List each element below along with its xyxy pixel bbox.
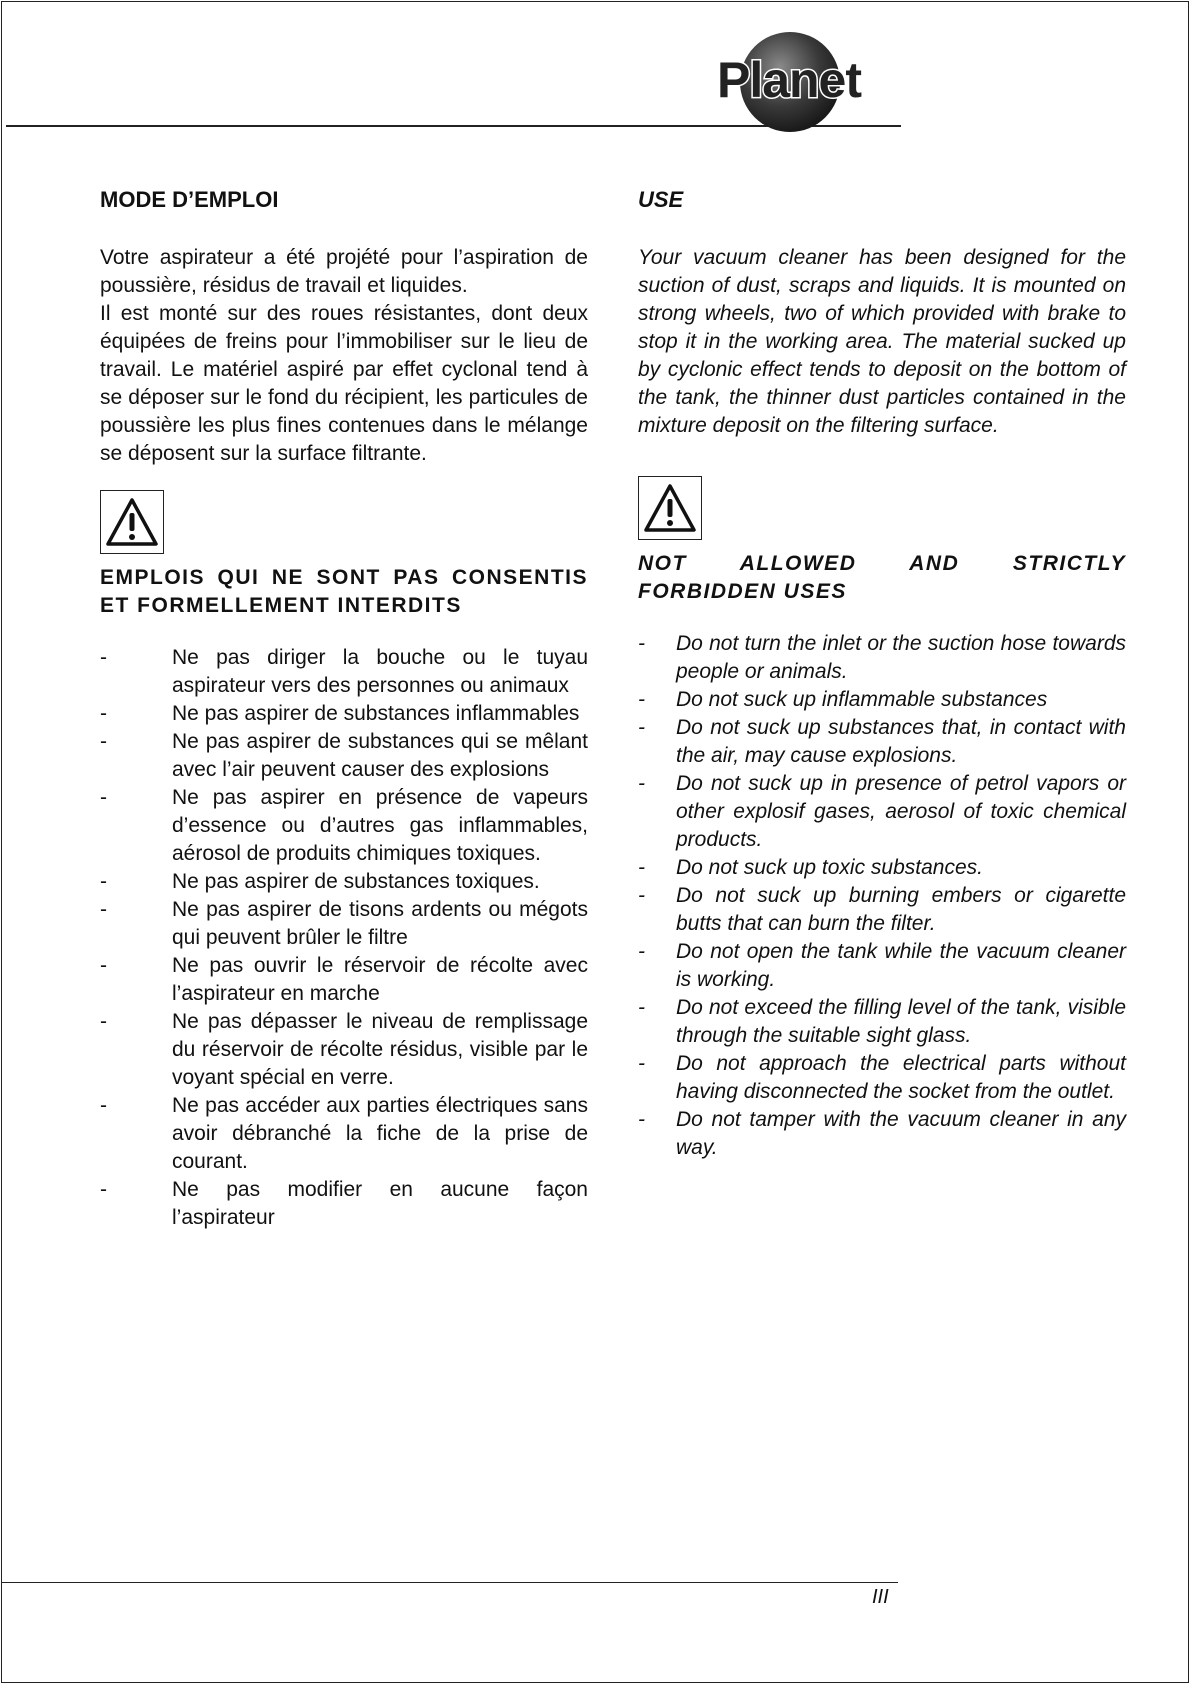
logo-text: Planet: [716, 52, 862, 108]
list-item: - Ne pas ouvrir le réservoir de récolte avec l’aspirateur en marche: [100, 954, 588, 1005]
english-intro: Your vacuum cleaner has been designed for the suction of dust, scraps and liquids. It is mounted on strong wheels, two of which provided with brake to stop it in the working area. The material sucked up by cyclonic effect tends to deposit on the bottom of the tank, the thinner dust particles contained in the mixture deposit on the filtering surface.: [638, 246, 1126, 437]
list-item: - Do not suck up substances that, in contact with the air, may cause explosions.: [638, 716, 1126, 767]
list-item: - Ne pas accéder aux parties électriques sans avoir débranché la fiche de la prise de courant.: [100, 1094, 588, 1173]
warning-box: [638, 476, 702, 540]
list-item: - Do not exceed the filling level of the tank, visible through the suitable sight glass.: [638, 996, 1126, 1047]
planet-logo: [678, 30, 900, 134]
warning-icon: [643, 483, 697, 533]
list-item: - Ne pas dépasser le niveau de remplissage du réservoir de récolte résidus, visible par le voyant spécial en verre.: [100, 1010, 588, 1089]
list-item: - Do not turn the inlet or the suction hose towards people or animals.: [638, 632, 1126, 683]
english-warning-title: NOT ALLOWED AND STRICTLY FORBIDDEN USES: [638, 552, 1126, 603]
warning-icon: [105, 497, 159, 547]
french-intro-1: Votre aspirateur a été projété pour l’aspiration de poussière, résidus de travail et liquides.: [100, 246, 588, 297]
list-item: - Do not suck up in presence of petrol vapors or other explosif gases, aerosol of toxic chemical products.: [638, 772, 1126, 851]
list-item: - Ne pas aspirer de tisons ardents ou mégots qui peuvent brûler le filtre: [100, 898, 588, 949]
list-item: - Ne pas aspirer de substances toxiques.: [100, 870, 540, 893]
list-item: - Do not suck up toxic substances.: [638, 856, 983, 879]
list-item: - Ne pas aspirer de substances inflammables: [100, 702, 580, 725]
english-column: [638, 180, 1126, 1162]
english-rules-list: [638, 630, 1126, 1162]
list-item: - Ne pas diriger la bouche ou le tuyau aspirateur vers des personnes ou animaux: [100, 646, 588, 697]
list-item: - Do not open the tank while the vacuum cleaner is working.: [638, 940, 1126, 991]
warning-box: [100, 490, 164, 554]
page-number: III: [872, 1586, 889, 1608]
french-column: [100, 180, 588, 1232]
list-item: - Do not suck up inflammable substances: [638, 688, 1048, 711]
list-item: - Ne pas modifier en aucune façon l’aspirateur: [100, 1178, 588, 1229]
list-item: - Do not approach the electrical parts without having disconnected the socket from the outlet.: [638, 1052, 1126, 1103]
list-item: - Do not suck up burning embers or cigarette butts that can burn the filter.: [638, 884, 1126, 935]
french-warning-title: EMPLOIS QUI NE SONT PAS CONSENTIS ET FORMELLEMENT INTERDITS: [100, 566, 588, 617]
list-item: - Do not tamper with the vacuum cleaner in any way.: [638, 1108, 1126, 1159]
list-item: - Ne pas aspirer de substances qui se mêlant avec l’air peuvent causer des explosions: [100, 730, 588, 781]
list-item: - Ne pas aspirer en présence de vapeurs d’essence ou d’autres gas inflammables, aérosol de produits chimiques toxiques.: [100, 786, 588, 865]
french-intro-2: Il est monté sur des roues résistantes, dont deux équipées de freins pour l’immobiliser sur le lieu de travail. Le matériel aspiré par effet cyclonal tend à se déposer sur le fond du récipient, les particules de poussière les plus fines contenues dans le mélange se déposent sur la surface filtrante.: [100, 302, 588, 465]
footer-rule: [1, 1582, 898, 1583]
french-title: MODE D’EMPLOI: [100, 187, 279, 212]
french-rules-list: [100, 644, 588, 1232]
english-title: USE: [638, 187, 684, 212]
